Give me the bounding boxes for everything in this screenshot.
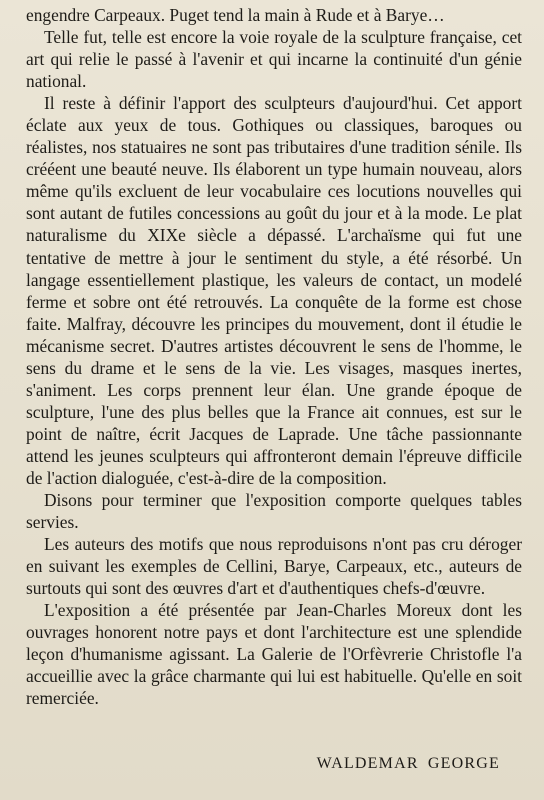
article-paragraph-5: Les auteurs des motifs que nous reproduisons n'ont pas cru déroger en suivant les exemples de Cellini, Barye, Carpeaux, etc., auteurs de surtouts qui sont des œuvres d'art et d'authentiques chefs-d'œuvre. xyxy=(26,534,522,599)
article-body xyxy=(26,4,522,710)
author-signature: WALDEMAR GEORGE xyxy=(316,755,500,772)
article-paragraph-2: Telle fut, telle est encore la voie royale de la sculpture française, cet art qui relie le passé à l'avenir et qui incarne la continuité d'un génie national. xyxy=(26,27,522,92)
article-paragraph-3: Il reste à définir l'apport des sculpteurs d'aujourd'hui. Cet apport éclate aux yeux de tous. Gothiques ou classiques, baroques ou réalistes, nos statuaires ne sont pas tributaires d'une tradition sénile. Ils crééent une beauté neuve. Ils élaborent un type humain nouveau, alors même qu'ils excluent de leur vocabulaire ces locutions nouvelles qui sont autant de futiles concessions au goût du jour et à la mode. Le plat naturalisme du XIXe siècle a dépassé. L'archaïsme qui fut une tentative de mettre à jour le sentiment du style, a été résorbé. Un langage essentiellement plastique, les valeurs de contact, un modelé ferme et sobre ont été retrouvés. La conquête de la forme est chose faite. Malfray, découvre les principes du mouvement, dont il étudie le mécanisme secret. D'autres artistes découvrent le sens de l'homme, le sens du drame et le sens de la vie. Les visages, masques inertes, s'animent. Les corps prennent leur élan. Une grande époque de sculpture, l'une des plus belles que la France ait connues, est sur le point de naître, écrit Jacques de Laprade. Une tâche passionnante attend les jeunes sculpteurs qui affronteront demain l'épreuve difficile de l'action dialoguée, c'est-à-dire de la composition. xyxy=(26,93,522,488)
article-paragraph-1: engendre Carpeaux. Puget tend la main à Rude et à Barye… xyxy=(26,5,445,25)
article-paragraph-4: Disons pour terminer que l'exposition comporte quelques tables servies. xyxy=(26,490,522,533)
article-paragraph-6: L'exposition a été présentée par Jean-Charles Moreux dont les ouvrages honorent notre pays et dont l'architecture est une splendide leçon d'humanisme agissant. La Galerie de l'Orfèvrerie Christofle l'a accueillie avec la grâce charmante qui lui est habituelle. Qu'elle en soit remerciée. xyxy=(26,600,522,709)
